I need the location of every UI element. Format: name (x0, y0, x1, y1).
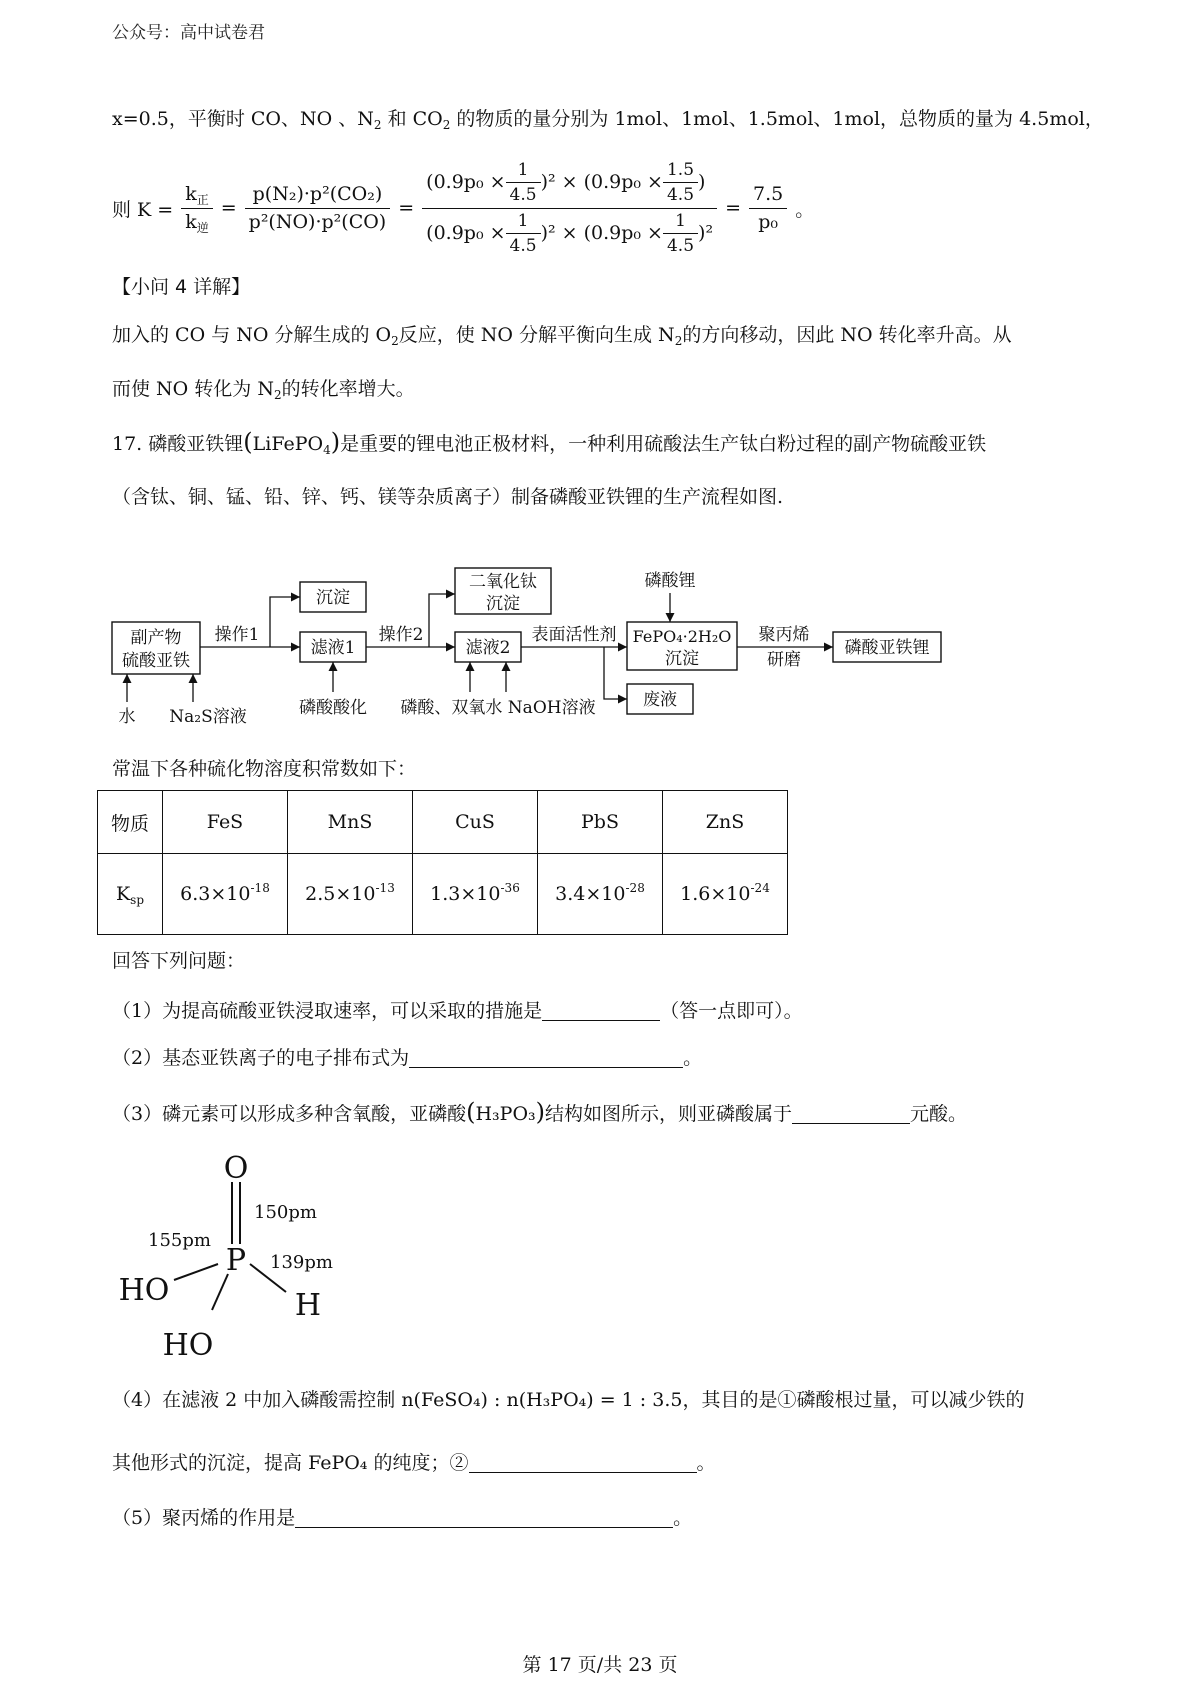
bond-length-pho: 155pm (148, 1230, 211, 1251)
question-5 (112, 1503, 692, 1530)
phosphorous-acid-structure (100, 1140, 360, 1360)
text: 和 CO (387, 108, 443, 130)
table-cell (413, 854, 538, 935)
table-cell (288, 854, 413, 935)
text: （答一点即可）。 (660, 1000, 803, 1022)
answer-blank[interactable] (409, 1047, 683, 1068)
text: ，其目的是①磷酸根过量，可以减少铁的 (682, 1389, 1025, 1411)
text: 结构如图所示，则亚磷酸属于 (545, 1103, 793, 1125)
text: 。 (683, 1047, 703, 1069)
text: 反应，使 NO 分解平衡向生成 N (398, 324, 675, 346)
solution-line-1 (112, 104, 1104, 131)
label-na2s: Na₂S溶液 (169, 707, 247, 727)
equilibrium-constant-formula (112, 160, 814, 257)
pressure-ratio (245, 183, 391, 234)
inner-fraction (663, 160, 698, 206)
term: ) (698, 171, 706, 194)
label-fepo4-1: FePO₄·2H₂O (632, 627, 732, 646)
text: 1.3 (430, 883, 461, 905)
text: 。 (673, 1507, 693, 1529)
label-acidify: 磷酸酸化 (299, 698, 367, 718)
inner-den: 4.5 (509, 185, 537, 206)
label-op1: 操作1 (214, 625, 260, 645)
result-den: p₀ (758, 210, 778, 233)
answer-blank[interactable] (295, 1507, 673, 1528)
term: (0.9p₀ × (426, 171, 506, 194)
label-filtrate2: 滤液2 (465, 638, 511, 658)
text: 的转化率增大。 (281, 378, 415, 400)
question-3: （3）磷元素可以形成多种含氧酸，亚磷酸(H₃PO₃)结构如图所示，则亚磷酸属于 元酸。 (112, 1098, 968, 1126)
label-pp-1: 聚丙烯 (758, 625, 810, 645)
pressure-numerator: p(N₂)·p²(CO₂) (245, 183, 391, 209)
text: K (115, 883, 131, 905)
arrow-waste (604, 647, 627, 699)
bond-p-ho (174, 1264, 218, 1280)
exponent: -24 (750, 881, 770, 895)
subscript: 4 (323, 443, 331, 457)
q17-line-1: 17. 磷酸亚铁锂(LiFePO$_4$)是重要的锂电池正极材料，一种利用硫酸法生产钛白粉过程的副产物硫酸亚铁 (112, 428, 987, 457)
group-ho: HO (118, 1273, 170, 1308)
label-filtrate1: 滤液1 (310, 638, 356, 658)
inner-num: 1 (506, 160, 541, 183)
equals: = (725, 197, 741, 220)
inner-den: 4.5 (666, 236, 695, 257)
substituted-fraction (422, 160, 717, 257)
label-li-phosphate: 磷酸锂 (644, 571, 696, 591)
term: )² × (0.9p₀ × (540, 222, 663, 245)
text: 的物质的量分别为 1mol、1mol、1.5mol、1mol，总物质的量为 4.5mol， (456, 108, 1104, 130)
table-header-cell: FeS (163, 791, 288, 854)
process-flowchart (0, 560, 1200, 730)
atom-h: H (294, 1288, 322, 1323)
label-op2: 操作2 (378, 625, 424, 645)
label-fepo4-2: 沉淀 (665, 649, 699, 669)
atom-o: O (223, 1151, 249, 1186)
result-fraction (749, 183, 787, 234)
table-header-cell: MnS (288, 791, 413, 854)
table-cell (663, 854, 788, 935)
text: ×10 (335, 883, 376, 905)
text: 2.5 (305, 883, 336, 905)
inner-num: 1 (663, 211, 698, 234)
text: 6.3 (180, 883, 211, 905)
ksp-intro: 常温下各种硫化物溶度积常数如下： (112, 758, 417, 780)
answer-blank[interactable] (792, 1103, 910, 1124)
subscript: 正 (196, 192, 209, 207)
q17-line-2: （含钛、铜、锰、铅、锌、钙、镁等杂质离子）制备磷酸亚铁锂的生产流程如图. (112, 486, 784, 508)
text: （3）磷元素可以形成多种含氧酸，亚磷酸 (112, 1103, 467, 1125)
text: ×10 (585, 883, 626, 905)
formula: LiFePO (252, 433, 324, 455)
text: （1）为提高硫酸亚铁浸取速率，可以采取的措施是 (112, 1000, 543, 1022)
page-footer: 第 17 页/共 23 页 (522, 1654, 678, 1676)
k: k (185, 182, 197, 205)
text: ×10 (710, 883, 751, 905)
text: 元酸。 (910, 1103, 968, 1125)
label-start-2: 硫酸亚铁 (122, 651, 190, 671)
inner-num: 1 (506, 211, 541, 234)
label-reagents: 磷酸、双氧水 NaOH溶液 (400, 698, 596, 718)
equals: = (398, 197, 415, 220)
text: 。 (696, 1452, 716, 1474)
text: 是重要的锂电池正极材料，一种利用硫酸法生产钛白粉过程的副产物硫酸亚铁 (340, 433, 987, 455)
inner-den: 4.5 (509, 236, 537, 257)
label-surfactant: 表面活性剂 (531, 625, 617, 645)
table-header-cell: PbS (538, 791, 663, 854)
exponent: -36 (500, 881, 520, 895)
subscript: 2 (442, 118, 451, 132)
bond-length-ph: 139pm (270, 1252, 333, 1273)
text: 的方向移动，因此 NO 转化率升高。从 (682, 324, 1012, 346)
text: ×10 (460, 883, 501, 905)
term: (0.9p₀ × (426, 222, 506, 245)
term: )² × (0.9p₀ × (540, 171, 663, 194)
subscript: 2 (674, 334, 683, 348)
rate-constant-ratio (181, 183, 213, 234)
subscript: 2 (373, 118, 382, 132)
table-cell (163, 854, 288, 935)
subscript: 2 (273, 388, 282, 402)
atom-p: P (225, 1243, 247, 1278)
label-tio2-2: 沉淀 (486, 594, 520, 614)
subscript: 逆 (196, 220, 209, 235)
inner-fraction (663, 211, 698, 257)
table-header-cell: 物质 (98, 791, 163, 854)
term: )² (698, 222, 714, 245)
text: ×10 (210, 883, 251, 905)
label-precipitate1: 沉淀 (316, 588, 350, 608)
inner-num: 1.5 (663, 160, 698, 183)
inner-fraction (506, 160, 541, 206)
result-num: 7.5 (749, 183, 787, 209)
table-cell (538, 854, 663, 935)
period: 。 (795, 198, 815, 221)
table-row (98, 791, 788, 854)
exponent: -28 (625, 881, 645, 895)
sub4-line-2 (112, 374, 415, 401)
text: 的纯度；② (373, 1452, 469, 1474)
answer-blank[interactable] (542, 1000, 660, 1021)
sub4-title: 【小问 4 详解】 (112, 276, 251, 298)
text: 而使 NO 转化为 N (112, 378, 274, 400)
subscript: sp (130, 893, 145, 907)
ksp-table (97, 790, 788, 935)
exponent: -13 (375, 881, 395, 895)
formula: H₃PO₃ (475, 1103, 536, 1125)
question-4-line-1 (112, 1385, 1024, 1412)
text: （2）基态亚铁离子的电子排布式为 (112, 1047, 410, 1069)
exponent: -18 (250, 881, 270, 895)
label-waste: 废液 (643, 690, 677, 710)
group-ho: HO (162, 1328, 214, 1360)
text: 17. 磷酸亚铁锂 (112, 433, 244, 455)
table-cell-ksp-label (98, 854, 163, 935)
bond-p-ho2 (212, 1274, 228, 1310)
text: x=0.5，平衡时 CO、NO 、N (112, 108, 374, 130)
sub4-line-1 (112, 320, 1012, 347)
text: 1.6 (680, 883, 711, 905)
equals: = (220, 197, 237, 220)
inner-den: 4.5 (666, 185, 695, 206)
table-header-cell: CuS (413, 791, 538, 854)
k: k (185, 210, 197, 233)
label-water: 水 (118, 707, 136, 727)
text: （4）在滤液 2 中加入磷酸需控制 (112, 1389, 396, 1411)
inner-fraction (506, 211, 541, 257)
bond-length-po: 150pm (254, 1202, 317, 1223)
question-2 (112, 1043, 702, 1070)
answer-intro: 回答下列问题： (112, 950, 246, 972)
label-start-1: 副产物 (130, 628, 182, 648)
page-header: 公众号：高中试卷君 (112, 23, 265, 43)
text: 其他形式的沉淀，提高 (112, 1452, 303, 1474)
text: 3.4 (555, 883, 586, 905)
question-1 (112, 996, 803, 1023)
formula-prefix: 则 K = (112, 198, 174, 221)
table-header-cell: ZnS (663, 791, 788, 854)
question-4-line-2 (112, 1448, 716, 1475)
table-row (98, 854, 788, 935)
text: （5）聚丙烯的作用是 (112, 1507, 296, 1529)
pressure-denominator: p²(NO)·p²(CO) (248, 210, 387, 233)
label-product: 磷酸亚铁锂 (844, 638, 930, 658)
label-tio2-1: 二氧化钛 (469, 572, 537, 592)
arrow-precipitate1 (270, 597, 300, 647)
label-pp-2: 研磨 (767, 650, 801, 670)
answer-blank[interactable] (469, 1452, 697, 1473)
arrow-tio2 (429, 594, 455, 647)
subscript: 2 (391, 334, 399, 348)
formula: n(FeSO₄) : n(H₃PO₄) = 1 : 3.5 (401, 1389, 683, 1411)
formula: FePO₄ (308, 1452, 368, 1474)
text: 加入的 CO 与 NO 分解生成的 O (112, 324, 392, 346)
